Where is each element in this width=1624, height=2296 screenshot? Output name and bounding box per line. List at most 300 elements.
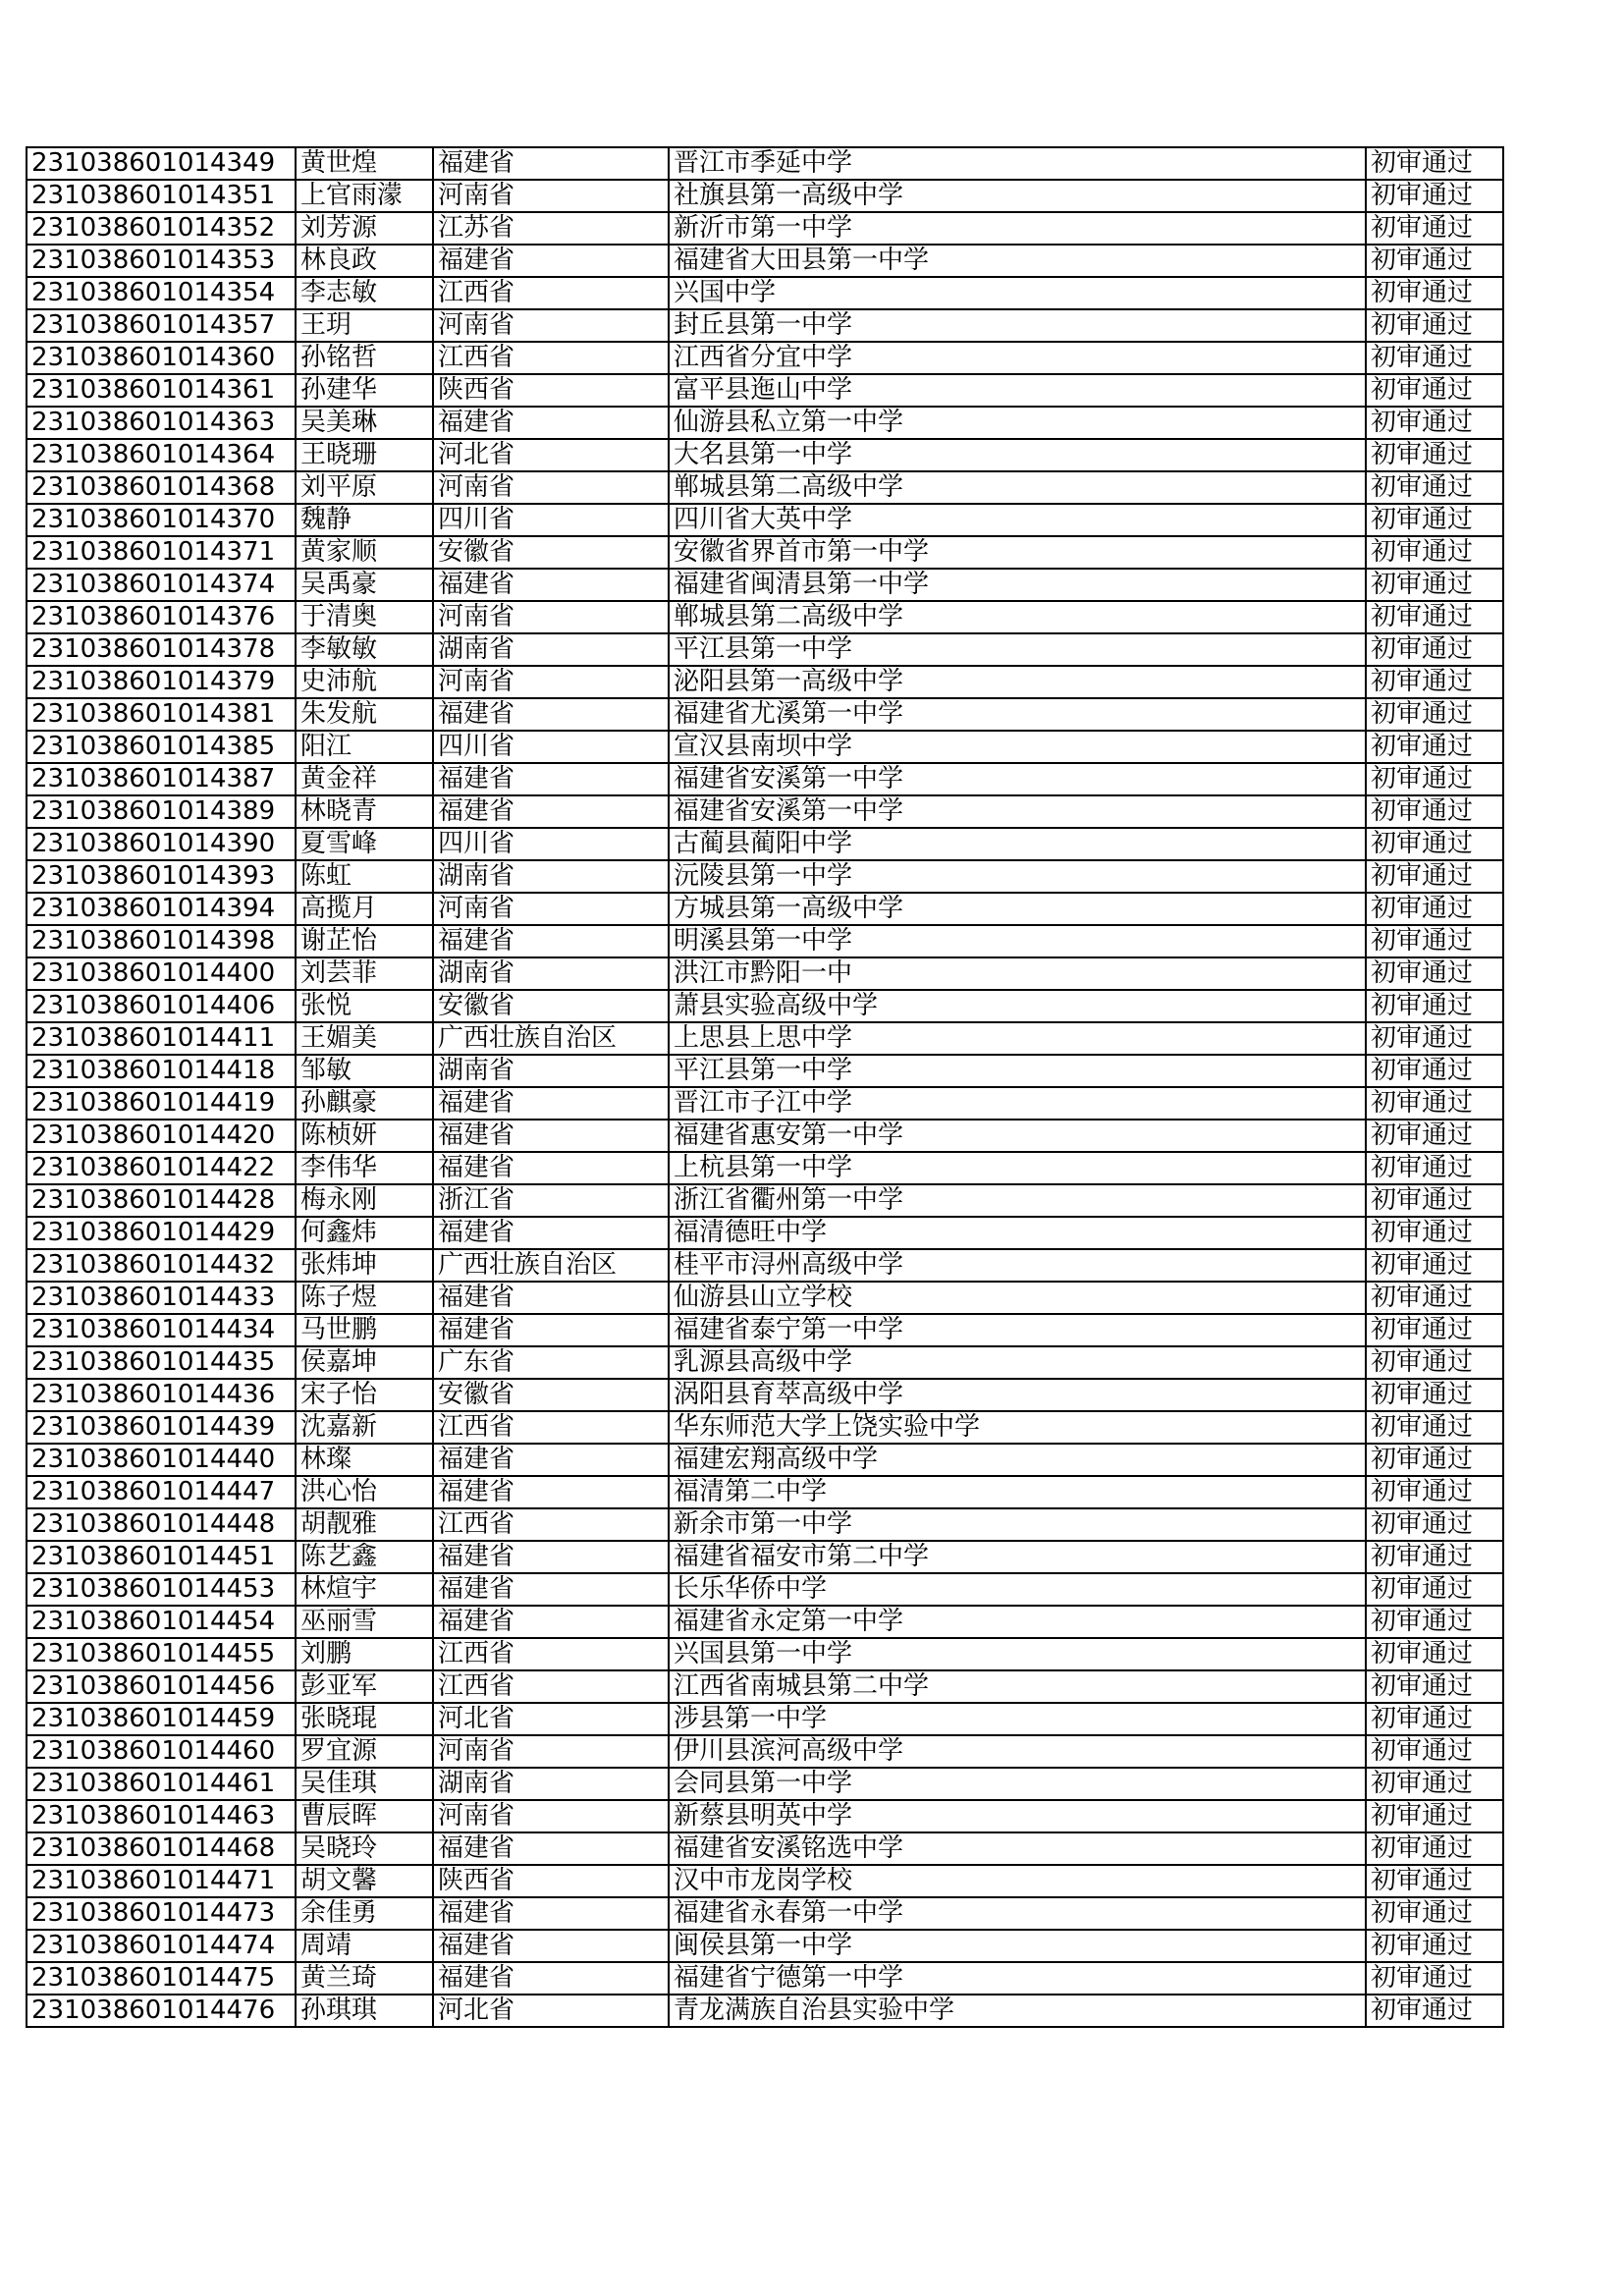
province-cell: 福建省: [433, 245, 669, 277]
table-row: [27, 1379, 1503, 1411]
applicant-id-cell: 231038601014418: [27, 1055, 296, 1087]
school-cell: 福建省安溪第一中学: [669, 795, 1366, 828]
province-cell: 江西省: [433, 1508, 669, 1541]
school-cell: 泌阳县第一高级中学: [669, 666, 1366, 698]
province-cell: 福建省: [433, 1930, 669, 1962]
province-cell: 湖南省: [433, 1768, 669, 1800]
applicant-id-cell: 231038601014468: [27, 1832, 296, 1865]
applicant-id-cell: 231038601014456: [27, 1670, 296, 1703]
table-row: [27, 698, 1503, 731]
review-status-cell: 初审通过: [1366, 1152, 1503, 1184]
province-cell: 湖南省: [433, 860, 669, 893]
table-row: [27, 1897, 1503, 1930]
applicant-name-cell: 张悦: [296, 990, 433, 1022]
province-cell: 福建省: [433, 407, 669, 439]
applicant-name-cell: 林良政: [296, 245, 433, 277]
applicant-name-cell: 宋子怡: [296, 1379, 433, 1411]
table-row: [27, 633, 1503, 666]
applicant-name-cell: 陈子煜: [296, 1282, 433, 1314]
school-cell: 涡阳县育萃高级中学: [669, 1379, 1366, 1411]
table-row: [27, 1638, 1503, 1670]
applicant-id-cell: 231038601014454: [27, 1606, 296, 1638]
province-cell: 福建省: [433, 569, 669, 601]
province-cell: 福建省: [433, 1120, 669, 1152]
applicant-name-cell: 孙麒豪: [296, 1087, 433, 1120]
table-row: [27, 1314, 1503, 1346]
review-status-cell: 初审通过: [1366, 893, 1503, 925]
review-status-cell: 初审通过: [1366, 1541, 1503, 1573]
table-row: [27, 1411, 1503, 1444]
applicant-id-cell: 231038601014393: [27, 860, 296, 893]
table-row: [27, 245, 1503, 277]
applicant-name-cell: 王玥: [296, 309, 433, 342]
applicant-id-cell: 231038601014435: [27, 1346, 296, 1379]
table-row: [27, 147, 1503, 180]
review-status-cell: 初审通过: [1366, 1184, 1503, 1217]
school-cell: 萧县实验高级中学: [669, 990, 1366, 1022]
school-cell: 明溪县第一中学: [669, 925, 1366, 957]
school-cell: 仙游县山立学校: [669, 1282, 1366, 1314]
province-cell: 江西省: [433, 1411, 669, 1444]
school-cell: 宣汉县南坝中学: [669, 731, 1366, 763]
applicant-name-cell: 洪心怡: [296, 1476, 433, 1508]
review-status-cell: 初审通过: [1366, 1735, 1503, 1768]
province-cell: 福建省: [433, 1217, 669, 1249]
applicant-id-cell: 231038601014476: [27, 1995, 296, 2027]
school-cell: 福建省惠安第一中学: [669, 1120, 1366, 1152]
province-cell: 福建省: [433, 1606, 669, 1638]
applicant-name-cell: 彭亚军: [296, 1670, 433, 1703]
table-row: [27, 439, 1503, 471]
table-row: [27, 763, 1503, 795]
review-status-cell: 初审通过: [1366, 763, 1503, 795]
table-row: [27, 1832, 1503, 1865]
province-cell: 湖南省: [433, 633, 669, 666]
applicant-name-cell: 林煊宇: [296, 1573, 433, 1606]
applicant-name-cell: 黄家顺: [296, 536, 433, 569]
table-row: [27, 1217, 1503, 1249]
province-cell: 福建省: [433, 1444, 669, 1476]
table-row: [27, 1346, 1503, 1379]
province-cell: 湖南省: [433, 957, 669, 990]
school-cell: 晋江市季延中学: [669, 147, 1366, 180]
province-cell: 广东省: [433, 1346, 669, 1379]
applicant-name-cell: 李敏敏: [296, 633, 433, 666]
table-row: [27, 795, 1503, 828]
table-row: [27, 1444, 1503, 1476]
province-cell: 河南省: [433, 666, 669, 698]
applicant-name-cell: 夏雪峰: [296, 828, 433, 860]
school-cell: 新余市第一中学: [669, 1508, 1366, 1541]
applicant-name-cell: 侯嘉坤: [296, 1346, 433, 1379]
applicant-name-cell: 梅永刚: [296, 1184, 433, 1217]
applicant-id-cell: 231038601014433: [27, 1282, 296, 1314]
applicant-name-cell: 黄世煌: [296, 147, 433, 180]
review-status-cell: 初审通过: [1366, 1314, 1503, 1346]
review-status-cell: 初审通过: [1366, 504, 1503, 536]
review-status-cell: 初审通过: [1366, 1508, 1503, 1541]
review-status-cell: 初审通过: [1366, 1379, 1503, 1411]
school-cell: 福清德旺中学: [669, 1217, 1366, 1249]
table-row: [27, 471, 1503, 504]
school-cell: 涉县第一中学: [669, 1703, 1366, 1735]
school-cell: 郸城县第二高级中学: [669, 471, 1366, 504]
table-row: [27, 990, 1503, 1022]
school-cell: 平江县第一中学: [669, 1055, 1366, 1087]
table-row: [27, 1865, 1503, 1897]
applicant-id-cell: 231038601014471: [27, 1865, 296, 1897]
table-row: [27, 277, 1503, 309]
review-status-cell: 初审通过: [1366, 439, 1503, 471]
table-row: [27, 1800, 1503, 1832]
applicant-id-cell: 231038601014361: [27, 374, 296, 407]
applicant-id-cell: 231038601014389: [27, 795, 296, 828]
province-cell: 福建省: [433, 1832, 669, 1865]
applicant-id-cell: 231038601014353: [27, 245, 296, 277]
applicant-id-cell: 231038601014440: [27, 1444, 296, 1476]
review-status-cell: 初审通过: [1366, 957, 1503, 990]
school-cell: 新沂市第一中学: [669, 212, 1366, 245]
school-cell: 安徽省界首市第一中学: [669, 536, 1366, 569]
school-cell: 福建省福安市第二中学: [669, 1541, 1366, 1573]
applicant-id-cell: 231038601014364: [27, 439, 296, 471]
table-row: [27, 1184, 1503, 1217]
applicant-name-cell: 曹辰晖: [296, 1800, 433, 1832]
applicant-name-cell: 张炜坤: [296, 1249, 433, 1282]
table-row: [27, 666, 1503, 698]
review-status-cell: 初审通过: [1366, 990, 1503, 1022]
applicant-id-cell: 231038601014351: [27, 180, 296, 212]
review-status-cell: 初审通过: [1366, 1638, 1503, 1670]
school-cell: 洪江市黔阳一中: [669, 957, 1366, 990]
applicant-name-cell: 刘平原: [296, 471, 433, 504]
table-row: [27, 1930, 1503, 1962]
school-cell: 伊川县滨河高级中学: [669, 1735, 1366, 1768]
applicant-id-cell: 231038601014422: [27, 1152, 296, 1184]
applicant-name-cell: 刘鹏: [296, 1638, 433, 1670]
school-cell: 江西省南城县第二中学: [669, 1670, 1366, 1703]
applicant-id-cell: 231038601014475: [27, 1962, 296, 1995]
applicant-id-cell: 231038601014419: [27, 1087, 296, 1120]
review-status-cell: 初审通过: [1366, 795, 1503, 828]
province-cell: 河南省: [433, 180, 669, 212]
review-status-cell: 初审通过: [1366, 1768, 1503, 1800]
review-status-cell: 初审通过: [1366, 828, 1503, 860]
applicant-name-cell: 吴晓玲: [296, 1832, 433, 1865]
province-cell: 湖南省: [433, 1055, 669, 1087]
applicant-id-cell: 231038601014390: [27, 828, 296, 860]
review-status-cell: 初审通过: [1366, 407, 1503, 439]
review-status-cell: 初审通过: [1366, 1022, 1503, 1055]
province-cell: 福建省: [433, 147, 669, 180]
applicant-id-cell: 231038601014378: [27, 633, 296, 666]
school-cell: 华东师范大学上饶实验中学: [669, 1411, 1366, 1444]
school-cell: 汉中市龙岗学校: [669, 1865, 1366, 1897]
table-row: [27, 569, 1503, 601]
province-cell: 河南省: [433, 893, 669, 925]
table-row: [27, 180, 1503, 212]
province-cell: 江西省: [433, 1670, 669, 1703]
school-cell: 福建省大田县第一中学: [669, 245, 1366, 277]
applicant-name-cell: 张晓琨: [296, 1703, 433, 1735]
review-status-cell: 初审通过: [1366, 1055, 1503, 1087]
applicant-name-cell: 余佳勇: [296, 1897, 433, 1930]
school-cell: 古蔺县蔺阳中学: [669, 828, 1366, 860]
applicant-name-cell: 黄金祥: [296, 763, 433, 795]
school-cell: 福建宏翔高级中学: [669, 1444, 1366, 1476]
review-status-cell: 初审通过: [1366, 180, 1503, 212]
review-status-cell: 初审通过: [1366, 601, 1503, 633]
applicant-id-cell: 231038601014363: [27, 407, 296, 439]
applicant-id-cell: 231038601014429: [27, 1217, 296, 1249]
applicant-name-cell: 邹敏: [296, 1055, 433, 1087]
school-cell: 浙江省衢州第一中学: [669, 1184, 1366, 1217]
applicant-name-cell: 黄兰琦: [296, 1962, 433, 1995]
province-cell: 河南省: [433, 471, 669, 504]
applicant-id-cell: 231038601014352: [27, 212, 296, 245]
school-cell: 桂平市浔州高级中学: [669, 1249, 1366, 1282]
review-status-cell: 初审通过: [1366, 1865, 1503, 1897]
applicant-id-cell: 231038601014439: [27, 1411, 296, 1444]
school-cell: 江西省分宜中学: [669, 342, 1366, 374]
school-cell: 福建省安溪铭选中学: [669, 1832, 1366, 1865]
province-cell: 福建省: [433, 1962, 669, 1995]
province-cell: 安徽省: [433, 990, 669, 1022]
review-status-cell: 初审通过: [1366, 1346, 1503, 1379]
applicant-id-cell: 231038601014447: [27, 1476, 296, 1508]
applicant-id-cell: 231038601014370: [27, 504, 296, 536]
province-cell: 江苏省: [433, 212, 669, 245]
applicant-id-cell: 231038601014400: [27, 957, 296, 990]
applicant-name-cell: 李伟华: [296, 1152, 433, 1184]
applicant-id-cell: 231038601014461: [27, 1768, 296, 1800]
table-row: [27, 1995, 1503, 2027]
table-row: [27, 342, 1503, 374]
applicant-name-cell: 吴禹豪: [296, 569, 433, 601]
school-cell: 福建省永定第一中学: [669, 1606, 1366, 1638]
review-status-cell: 初审通过: [1366, 1282, 1503, 1314]
applicant-id-cell: 231038601014436: [27, 1379, 296, 1411]
province-cell: 安徽省: [433, 536, 669, 569]
applicant-id-cell: 231038601014451: [27, 1541, 296, 1573]
applicant-name-cell: 陈虹: [296, 860, 433, 893]
province-cell: 福建省: [433, 1087, 669, 1120]
applicant-name-cell: 周靖: [296, 1930, 433, 1962]
applicant-name-cell: 孙建华: [296, 374, 433, 407]
province-cell: 广西壮族自治区: [433, 1022, 669, 1055]
review-status-cell: 初审通过: [1366, 147, 1503, 180]
review-status-cell: 初审通过: [1366, 1995, 1503, 2027]
province-cell: 广西壮族自治区: [433, 1249, 669, 1282]
applicant-name-cell: 谢芷怡: [296, 925, 433, 957]
table-row: [27, 1573, 1503, 1606]
applicant-name-cell: 史沛航: [296, 666, 433, 698]
table-row: [27, 374, 1503, 407]
review-status-cell: 初审通过: [1366, 925, 1503, 957]
applicant-id-cell: 231038601014448: [27, 1508, 296, 1541]
applicant-id-cell: 231038601014374: [27, 569, 296, 601]
table-row: [27, 1606, 1503, 1638]
table-row: [27, 1508, 1503, 1541]
review-status-cell: 初审通过: [1366, 569, 1503, 601]
applicant-name-cell: 王晓珊: [296, 439, 433, 471]
applicant-name-cell: 巫丽雪: [296, 1606, 433, 1638]
review-status-cell: 初审通过: [1366, 860, 1503, 893]
applicant-id-cell: 231038601014379: [27, 666, 296, 698]
school-cell: 上杭县第一中学: [669, 1152, 1366, 1184]
applicant-id-cell: 231038601014463: [27, 1800, 296, 1832]
school-cell: 福建省安溪第一中学: [669, 763, 1366, 795]
applicant-name-cell: 胡文馨: [296, 1865, 433, 1897]
applicant-id-cell: 231038601014428: [27, 1184, 296, 1217]
review-status-cell: 初审通过: [1366, 698, 1503, 731]
table-row: [27, 1055, 1503, 1087]
applicant-name-cell: 胡靓雅: [296, 1508, 433, 1541]
review-status-cell: 初审通过: [1366, 1800, 1503, 1832]
applicant-table: [26, 146, 1504, 2028]
applicant-name-cell: 朱发航: [296, 698, 433, 731]
applicant-name-cell: 林晓青: [296, 795, 433, 828]
province-cell: 江西省: [433, 277, 669, 309]
school-cell: 乳源县高级中学: [669, 1346, 1366, 1379]
province-cell: 四川省: [433, 731, 669, 763]
province-cell: 福建省: [433, 1573, 669, 1606]
school-cell: 长乐华侨中学: [669, 1573, 1366, 1606]
table-row: [27, 893, 1503, 925]
review-status-cell: 初审通过: [1366, 1087, 1503, 1120]
province-cell: 福建省: [433, 763, 669, 795]
table-row: [27, 536, 1503, 569]
applicant-id-cell: 231038601014394: [27, 893, 296, 925]
applicant-name-cell: 陈艺鑫: [296, 1541, 433, 1573]
province-cell: 河南省: [433, 601, 669, 633]
applicant-id-cell: 231038601014354: [27, 277, 296, 309]
applicant-name-cell: 孙铭哲: [296, 342, 433, 374]
review-status-cell: 初审通过: [1366, 342, 1503, 374]
review-status-cell: 初审通过: [1366, 309, 1503, 342]
table-row: [27, 925, 1503, 957]
table-row: [27, 1541, 1503, 1573]
applicant-id-cell: 231038601014357: [27, 309, 296, 342]
table-row: [27, 957, 1503, 990]
applicant-name-cell: 王媚美: [296, 1022, 433, 1055]
province-cell: 四川省: [433, 504, 669, 536]
table-row: [27, 1670, 1503, 1703]
province-cell: 福建省: [433, 1282, 669, 1314]
review-status-cell: 初审通过: [1366, 212, 1503, 245]
school-cell: 会同县第一中学: [669, 1768, 1366, 1800]
applicant-name-cell: 马世鹏: [296, 1314, 433, 1346]
applicant-id-cell: 231038601014473: [27, 1897, 296, 1930]
applicant-id-cell: 231038601014474: [27, 1930, 296, 1962]
province-cell: 江西省: [433, 342, 669, 374]
school-cell: 晋江市子江中学: [669, 1087, 1366, 1120]
applicant-name-cell: 刘芳源: [296, 212, 433, 245]
applicant-name-cell: 吴美琳: [296, 407, 433, 439]
review-status-cell: 初审通过: [1366, 1120, 1503, 1152]
review-status-cell: 初审通过: [1366, 1670, 1503, 1703]
applicant-id-cell: 231038601014459: [27, 1703, 296, 1735]
applicant-id-cell: 231038601014434: [27, 1314, 296, 1346]
applicant-id-cell: 231038601014376: [27, 601, 296, 633]
province-cell: 福建省: [433, 698, 669, 731]
school-cell: 闽侯县第一中学: [669, 1930, 1366, 1962]
school-cell: 新蔡县明英中学: [669, 1800, 1366, 1832]
province-cell: 福建省: [433, 925, 669, 957]
applicant-id-cell: 231038601014371: [27, 536, 296, 569]
applicant-name-cell: 阳江: [296, 731, 433, 763]
province-cell: 陕西省: [433, 374, 669, 407]
review-status-cell: 初审通过: [1366, 1897, 1503, 1930]
applicant-name-cell: 李志敏: [296, 277, 433, 309]
table-row: [27, 1962, 1503, 1995]
applicant-name-cell: 何鑫炜: [296, 1217, 433, 1249]
table-row: [27, 1703, 1503, 1735]
province-cell: 江西省: [433, 1638, 669, 1670]
table-row: [27, 504, 1503, 536]
applicant-name-cell: 沈嘉新: [296, 1411, 433, 1444]
province-cell: 河北省: [433, 439, 669, 471]
school-cell: 沅陵县第一中学: [669, 860, 1366, 893]
school-cell: 仙游县私立第一中学: [669, 407, 1366, 439]
school-cell: 福建省闽清县第一中学: [669, 569, 1366, 601]
province-cell: 福建省: [433, 1897, 669, 1930]
applicant-name-cell: 罗宜源: [296, 1735, 433, 1768]
applicant-id-cell: 231038601014411: [27, 1022, 296, 1055]
applicant-id-cell: 231038601014368: [27, 471, 296, 504]
applicant-name-cell: 于清奥: [296, 601, 433, 633]
province-cell: 福建省: [433, 1152, 669, 1184]
applicant-name-cell: 刘芸菲: [296, 957, 433, 990]
table-row: [27, 1768, 1503, 1800]
province-cell: 河南省: [433, 309, 669, 342]
school-cell: 方城县第一高级中学: [669, 893, 1366, 925]
applicant-name-cell: 吴佳琪: [296, 1768, 433, 1800]
school-cell: 四川省大英中学: [669, 504, 1366, 536]
review-status-cell: 初审通过: [1366, 1444, 1503, 1476]
province-cell: 河南省: [433, 1735, 669, 1768]
review-status-cell: 初审通过: [1366, 731, 1503, 763]
applicant-name-cell: 陈桢妍: [296, 1120, 433, 1152]
review-status-cell: 初审通过: [1366, 374, 1503, 407]
school-cell: 福建省永春第一中学: [669, 1897, 1366, 1930]
applicant-name-cell: 高揽月: [296, 893, 433, 925]
table-row: [27, 212, 1503, 245]
applicant-id-cell: 231038601014387: [27, 763, 296, 795]
school-cell: 平江县第一中学: [669, 633, 1366, 666]
table-row: [27, 860, 1503, 893]
table-row: [27, 731, 1503, 763]
province-cell: 河北省: [433, 1703, 669, 1735]
school-cell: 封丘县第一中学: [669, 309, 1366, 342]
table-row: [27, 1282, 1503, 1314]
applicant-id-cell: 231038601014432: [27, 1249, 296, 1282]
applicant-id-cell: 231038601014455: [27, 1638, 296, 1670]
review-status-cell: 初审通过: [1366, 1962, 1503, 1995]
review-status-cell: 初审通过: [1366, 1606, 1503, 1638]
review-status-cell: 初审通过: [1366, 1703, 1503, 1735]
review-status-cell: 初审通过: [1366, 633, 1503, 666]
review-status-cell: 初审通过: [1366, 1217, 1503, 1249]
table-row: [27, 309, 1503, 342]
table-row: [27, 601, 1503, 633]
applicant-id-cell: 231038601014420: [27, 1120, 296, 1152]
review-status-cell: 初审通过: [1366, 1476, 1503, 1508]
school-cell: 上思县上思中学: [669, 1022, 1366, 1055]
applicant-id-cell: 231038601014349: [27, 147, 296, 180]
province-cell: 福建省: [433, 1314, 669, 1346]
province-cell: 河北省: [433, 1995, 669, 2027]
